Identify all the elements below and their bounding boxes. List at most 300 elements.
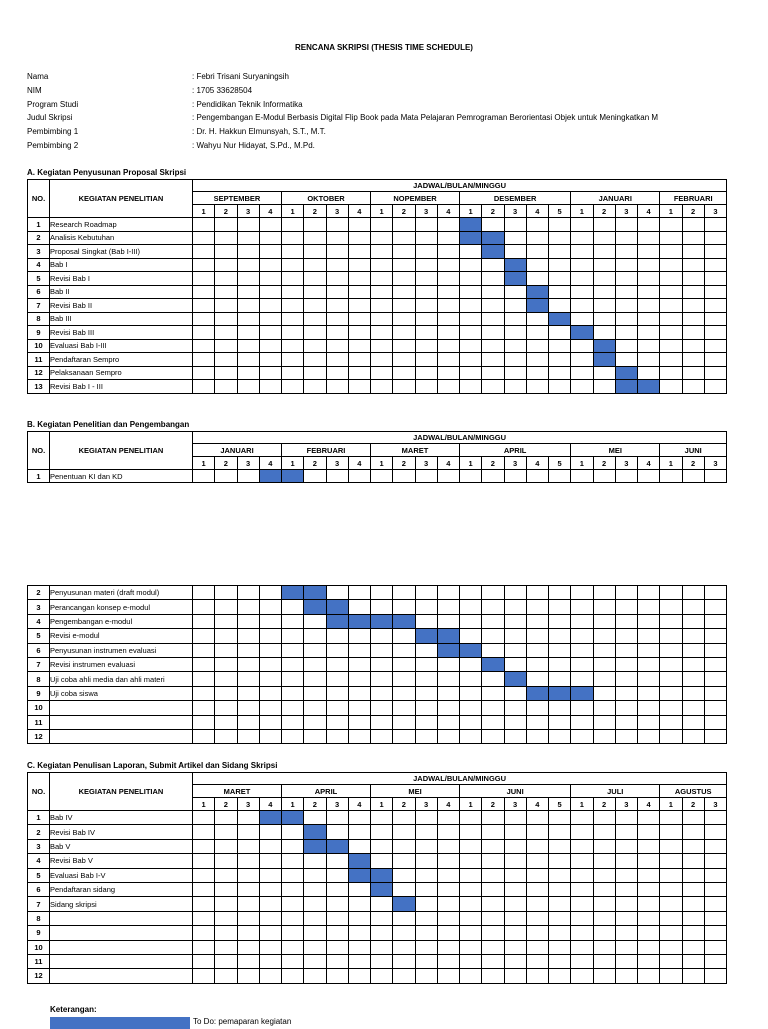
week-cell bbox=[571, 643, 593, 657]
scheduled-week-cell bbox=[437, 629, 459, 643]
week-cell bbox=[371, 729, 393, 743]
week-number: 2 bbox=[215, 205, 237, 218]
week-cell bbox=[282, 686, 304, 700]
week-cell bbox=[215, 969, 237, 983]
week-cell bbox=[415, 272, 437, 286]
week-cell bbox=[304, 299, 326, 313]
week-cell bbox=[371, 629, 393, 643]
week-cell bbox=[615, 969, 637, 983]
week-cell bbox=[704, 258, 726, 272]
week-cell bbox=[259, 954, 281, 968]
week-cell bbox=[549, 366, 571, 380]
week-cell bbox=[482, 911, 504, 925]
week-cell bbox=[348, 299, 370, 313]
week-cell bbox=[437, 380, 459, 394]
week-cell bbox=[437, 285, 459, 299]
week-cell bbox=[571, 926, 593, 940]
week-cell bbox=[482, 969, 504, 983]
scheduled-week-cell bbox=[593, 353, 615, 367]
week-cell bbox=[193, 366, 215, 380]
section-c-title: C. Kegiatan Penulisan Laporan, Submit Artikel dan Sidang Skripsi bbox=[27, 761, 278, 770]
week-cell bbox=[504, 911, 526, 925]
week-cell bbox=[304, 326, 326, 340]
week-cell bbox=[549, 285, 571, 299]
week-cell bbox=[282, 940, 304, 954]
month-header: MARET bbox=[193, 785, 282, 798]
scheduled-week-cell bbox=[326, 600, 348, 614]
week-cell bbox=[549, 600, 571, 614]
week-cell bbox=[615, 868, 637, 882]
week-cell bbox=[660, 245, 682, 259]
table-row bbox=[28, 643, 727, 657]
week-cell bbox=[437, 339, 459, 353]
table-row bbox=[28, 715, 727, 729]
week-cell bbox=[371, 366, 393, 380]
activity-name: Perancangan konsep e-modul bbox=[50, 600, 193, 614]
scheduled-week-cell bbox=[549, 312, 571, 326]
week-cell bbox=[437, 926, 459, 940]
week-cell bbox=[593, 586, 615, 600]
scheduled-week-cell bbox=[393, 897, 415, 911]
week-cell bbox=[549, 839, 571, 853]
week-cell bbox=[593, 629, 615, 643]
week-cell bbox=[638, 353, 660, 367]
week-cell bbox=[304, 380, 326, 394]
week-cell bbox=[371, 911, 393, 925]
week-cell bbox=[704, 353, 726, 367]
week-cell bbox=[638, 299, 660, 313]
table-row bbox=[28, 258, 727, 272]
week-cell bbox=[415, 954, 437, 968]
month-header: MEI bbox=[571, 444, 660, 457]
month-header: MEI bbox=[371, 785, 460, 798]
week-cell bbox=[193, 926, 215, 940]
week-cell bbox=[215, 729, 237, 743]
scheduled-week-cell bbox=[526, 285, 548, 299]
week-cell bbox=[393, 285, 415, 299]
week-cell bbox=[215, 825, 237, 839]
row-number: 12 bbox=[28, 729, 50, 743]
week-cell bbox=[526, 811, 548, 825]
info-label: Program Studi bbox=[27, 100, 79, 109]
week-cell bbox=[193, 897, 215, 911]
week-cell bbox=[193, 911, 215, 925]
week-cell bbox=[526, 854, 548, 868]
scheduled-week-cell bbox=[615, 380, 637, 394]
week-cell bbox=[193, 854, 215, 868]
week-cell bbox=[393, 643, 415, 657]
week-cell bbox=[393, 366, 415, 380]
week-cell bbox=[615, 729, 637, 743]
week-cell bbox=[415, 380, 437, 394]
week-cell bbox=[193, 614, 215, 628]
week-cell bbox=[526, 629, 548, 643]
week-cell bbox=[638, 586, 660, 600]
scheduled-week-cell bbox=[549, 686, 571, 700]
week-number: 1 bbox=[571, 457, 593, 470]
week-cell bbox=[704, 825, 726, 839]
week-cell bbox=[193, 312, 215, 326]
week-cell bbox=[504, 868, 526, 882]
table-row bbox=[28, 701, 727, 715]
week-cell bbox=[526, 715, 548, 729]
week-cell bbox=[571, 657, 593, 671]
week-number: 5 bbox=[549, 457, 571, 470]
legend-swatch bbox=[50, 1017, 190, 1029]
week-cell bbox=[437, 657, 459, 671]
week-number: 1 bbox=[660, 798, 682, 811]
week-cell bbox=[460, 299, 482, 313]
week-cell bbox=[393, 868, 415, 882]
week-cell bbox=[237, 868, 259, 882]
row-number: 11 bbox=[28, 954, 50, 968]
week-cell bbox=[393, 811, 415, 825]
activity-name: Penentuan KI dan KD bbox=[50, 470, 193, 483]
week-cell bbox=[571, 940, 593, 954]
week-number: 3 bbox=[615, 457, 637, 470]
week-number: 4 bbox=[259, 798, 281, 811]
week-cell bbox=[259, 686, 281, 700]
week-cell bbox=[482, 299, 504, 313]
week-cell bbox=[437, 326, 459, 340]
week-cell bbox=[304, 218, 326, 232]
week-cell bbox=[615, 339, 637, 353]
week-cell bbox=[393, 586, 415, 600]
week-cell bbox=[593, 868, 615, 882]
week-cell bbox=[460, 657, 482, 671]
week-cell bbox=[237, 258, 259, 272]
week-cell bbox=[237, 882, 259, 896]
week-cell bbox=[282, 600, 304, 614]
week-cell bbox=[549, 380, 571, 394]
week-cell bbox=[393, 470, 415, 483]
week-cell bbox=[571, 218, 593, 232]
week-cell bbox=[660, 339, 682, 353]
column-header-activity: KEGIATAN PENELITIAN bbox=[50, 432, 193, 470]
week-cell bbox=[482, 258, 504, 272]
week-cell bbox=[348, 969, 370, 983]
week-cell bbox=[282, 868, 304, 882]
month-header: APRIL bbox=[460, 444, 571, 457]
week-cell bbox=[415, 218, 437, 232]
month-header: AGUSTUS bbox=[660, 785, 727, 798]
column-header-schedule: JADWAL/BULAN/MINGGU bbox=[193, 180, 727, 192]
week-cell bbox=[304, 672, 326, 686]
table-row bbox=[28, 586, 727, 600]
week-cell bbox=[215, 926, 237, 940]
week-cell bbox=[482, 729, 504, 743]
week-number: 1 bbox=[371, 205, 393, 218]
week-cell bbox=[593, 245, 615, 259]
week-cell bbox=[704, 470, 726, 483]
week-cell bbox=[549, 897, 571, 911]
week-cell bbox=[615, 299, 637, 313]
week-cell bbox=[571, 911, 593, 925]
row-number: 5 bbox=[28, 868, 50, 882]
week-cell bbox=[549, 825, 571, 839]
week-cell bbox=[549, 729, 571, 743]
week-cell bbox=[393, 729, 415, 743]
week-cell bbox=[371, 470, 393, 483]
scheduled-week-cell bbox=[593, 339, 615, 353]
activity-name: Bab IV bbox=[50, 811, 193, 825]
row-number: 10 bbox=[28, 701, 50, 715]
week-cell bbox=[482, 326, 504, 340]
scheduled-week-cell bbox=[460, 231, 482, 245]
week-cell bbox=[237, 672, 259, 686]
week-cell bbox=[282, 312, 304, 326]
week-cell bbox=[282, 353, 304, 367]
week-cell bbox=[460, 811, 482, 825]
scheduled-week-cell bbox=[304, 586, 326, 600]
week-cell bbox=[393, 353, 415, 367]
week-cell bbox=[215, 258, 237, 272]
week-cell bbox=[704, 897, 726, 911]
week-cell bbox=[638, 600, 660, 614]
week-cell bbox=[660, 380, 682, 394]
week-cell bbox=[593, 882, 615, 896]
week-cell bbox=[460, 715, 482, 729]
week-cell bbox=[571, 969, 593, 983]
info-label: Pembimbing 2 bbox=[27, 141, 79, 150]
week-cell bbox=[415, 643, 437, 657]
week-cell bbox=[437, 258, 459, 272]
activity-name: Evaluasi Bab I-V bbox=[50, 868, 193, 882]
week-cell bbox=[437, 272, 459, 286]
month-header: DESEMBER bbox=[460, 192, 571, 205]
week-cell bbox=[326, 299, 348, 313]
week-cell bbox=[482, 926, 504, 940]
activity-name: Pengembangan e-modul bbox=[50, 614, 193, 628]
week-cell bbox=[482, 643, 504, 657]
activity-name: Pendaftaran Sempro bbox=[50, 353, 193, 367]
scheduled-week-cell bbox=[393, 614, 415, 628]
week-cell bbox=[282, 969, 304, 983]
week-cell bbox=[193, 258, 215, 272]
week-cell bbox=[348, 940, 370, 954]
week-cell bbox=[682, 969, 704, 983]
scheduled-week-cell bbox=[437, 643, 459, 657]
week-cell bbox=[571, 854, 593, 868]
scheduled-week-cell bbox=[638, 380, 660, 394]
week-cell bbox=[304, 954, 326, 968]
week-cell bbox=[371, 715, 393, 729]
week-cell bbox=[482, 701, 504, 715]
week-cell bbox=[571, 380, 593, 394]
week-cell bbox=[215, 600, 237, 614]
week-cell bbox=[504, 339, 526, 353]
week-cell bbox=[482, 811, 504, 825]
week-cell bbox=[437, 353, 459, 367]
week-cell bbox=[593, 926, 615, 940]
activity-name: Revisi instrumen evaluasi bbox=[50, 657, 193, 671]
week-cell bbox=[638, 614, 660, 628]
scheduled-week-cell bbox=[526, 686, 548, 700]
week-cell bbox=[215, 366, 237, 380]
week-cell bbox=[660, 353, 682, 367]
week-cell bbox=[571, 600, 593, 614]
scheduled-week-cell bbox=[304, 600, 326, 614]
month-header: JUNI bbox=[460, 785, 571, 798]
week-cell bbox=[638, 366, 660, 380]
week-cell bbox=[237, 969, 259, 983]
week-cell bbox=[682, 940, 704, 954]
week-cell bbox=[282, 854, 304, 868]
week-cell bbox=[304, 868, 326, 882]
week-cell bbox=[704, 326, 726, 340]
week-cell bbox=[348, 657, 370, 671]
column-header-activity: KEGIATAN PENELITIAN bbox=[50, 773, 193, 811]
week-number: 3 bbox=[615, 205, 637, 218]
week-cell bbox=[615, 326, 637, 340]
week-cell bbox=[504, 285, 526, 299]
week-number: 3 bbox=[504, 798, 526, 811]
week-cell bbox=[482, 285, 504, 299]
week-cell bbox=[215, 272, 237, 286]
week-cell bbox=[682, 218, 704, 232]
week-cell bbox=[437, 312, 459, 326]
week-cell bbox=[437, 686, 459, 700]
week-cell bbox=[482, 686, 504, 700]
week-cell bbox=[326, 231, 348, 245]
week-cell bbox=[526, 231, 548, 245]
week-cell bbox=[282, 839, 304, 853]
week-cell bbox=[237, 600, 259, 614]
week-cell bbox=[460, 854, 482, 868]
week-cell bbox=[638, 868, 660, 882]
week-cell bbox=[660, 969, 682, 983]
month-header: OKTOBER bbox=[282, 192, 371, 205]
week-cell bbox=[638, 339, 660, 353]
week-cell bbox=[193, 586, 215, 600]
week-cell bbox=[348, 811, 370, 825]
week-cell bbox=[415, 672, 437, 686]
week-cell bbox=[682, 811, 704, 825]
week-cell bbox=[660, 897, 682, 911]
week-cell bbox=[282, 657, 304, 671]
week-cell bbox=[371, 926, 393, 940]
week-cell bbox=[193, 380, 215, 394]
week-number: 4 bbox=[526, 798, 548, 811]
week-cell bbox=[482, 868, 504, 882]
week-cell bbox=[571, 258, 593, 272]
week-cell bbox=[526, 954, 548, 968]
week-cell bbox=[704, 629, 726, 643]
week-cell bbox=[460, 326, 482, 340]
week-cell bbox=[526, 258, 548, 272]
week-cell bbox=[638, 825, 660, 839]
week-cell bbox=[348, 672, 370, 686]
week-cell bbox=[259, 600, 281, 614]
week-cell bbox=[593, 940, 615, 954]
week-cell bbox=[348, 897, 370, 911]
week-cell bbox=[304, 897, 326, 911]
week-cell bbox=[504, 231, 526, 245]
info-value: : Pendidikan Teknik Informatika bbox=[192, 100, 303, 109]
week-cell bbox=[215, 339, 237, 353]
week-cell bbox=[704, 245, 726, 259]
week-cell bbox=[571, 729, 593, 743]
week-number: 1 bbox=[282, 205, 304, 218]
week-cell bbox=[660, 231, 682, 245]
info-value: : Febri Trisani Suryaningsih bbox=[192, 72, 289, 81]
week-cell bbox=[437, 839, 459, 853]
week-cell bbox=[437, 868, 459, 882]
week-cell bbox=[549, 245, 571, 259]
week-cell bbox=[615, 897, 637, 911]
activity-name: Penyusunan instrumen evaluasi bbox=[50, 643, 193, 657]
week-number: 4 bbox=[259, 457, 281, 470]
week-cell bbox=[593, 258, 615, 272]
week-number: 3 bbox=[326, 457, 348, 470]
week-cell bbox=[215, 245, 237, 259]
week-cell bbox=[638, 839, 660, 853]
week-cell bbox=[660, 825, 682, 839]
row-number: 10 bbox=[28, 339, 50, 353]
week-cell bbox=[326, 643, 348, 657]
week-cell bbox=[660, 882, 682, 896]
week-number: 4 bbox=[348, 205, 370, 218]
week-cell bbox=[371, 258, 393, 272]
week-cell bbox=[371, 285, 393, 299]
week-number: 2 bbox=[482, 457, 504, 470]
week-cell bbox=[259, 839, 281, 853]
week-cell bbox=[460, 285, 482, 299]
week-cell bbox=[482, 629, 504, 643]
week-cell bbox=[549, 272, 571, 286]
week-cell bbox=[326, 954, 348, 968]
week-cell bbox=[237, 954, 259, 968]
week-cell bbox=[193, 811, 215, 825]
week-cell bbox=[393, 326, 415, 340]
week-number: 3 bbox=[704, 798, 726, 811]
week-cell bbox=[415, 600, 437, 614]
scheduled-week-cell bbox=[460, 643, 482, 657]
week-cell bbox=[193, 839, 215, 853]
week-cell bbox=[704, 339, 726, 353]
week-cell bbox=[193, 954, 215, 968]
week-cell bbox=[549, 258, 571, 272]
scheduled-week-cell bbox=[326, 614, 348, 628]
row-number: 3 bbox=[28, 839, 50, 853]
week-cell bbox=[504, 614, 526, 628]
week-cell bbox=[615, 600, 637, 614]
week-cell bbox=[282, 285, 304, 299]
week-cell bbox=[415, 926, 437, 940]
week-cell bbox=[460, 272, 482, 286]
week-cell bbox=[704, 218, 726, 232]
week-cell bbox=[215, 629, 237, 643]
week-cell bbox=[660, 729, 682, 743]
week-cell bbox=[526, 897, 548, 911]
week-cell bbox=[482, 940, 504, 954]
row-number: 11 bbox=[28, 353, 50, 367]
week-cell bbox=[415, 882, 437, 896]
week-cell bbox=[437, 969, 459, 983]
row-number: 1 bbox=[28, 470, 50, 483]
week-cell bbox=[393, 312, 415, 326]
week-cell bbox=[348, 312, 370, 326]
row-number: 9 bbox=[28, 686, 50, 700]
week-cell bbox=[549, 715, 571, 729]
week-cell bbox=[282, 911, 304, 925]
week-cell bbox=[549, 299, 571, 313]
week-cell bbox=[348, 701, 370, 715]
week-cell bbox=[215, 940, 237, 954]
scheduled-week-cell bbox=[526, 299, 548, 313]
table-row bbox=[28, 839, 727, 853]
week-cell bbox=[682, 339, 704, 353]
